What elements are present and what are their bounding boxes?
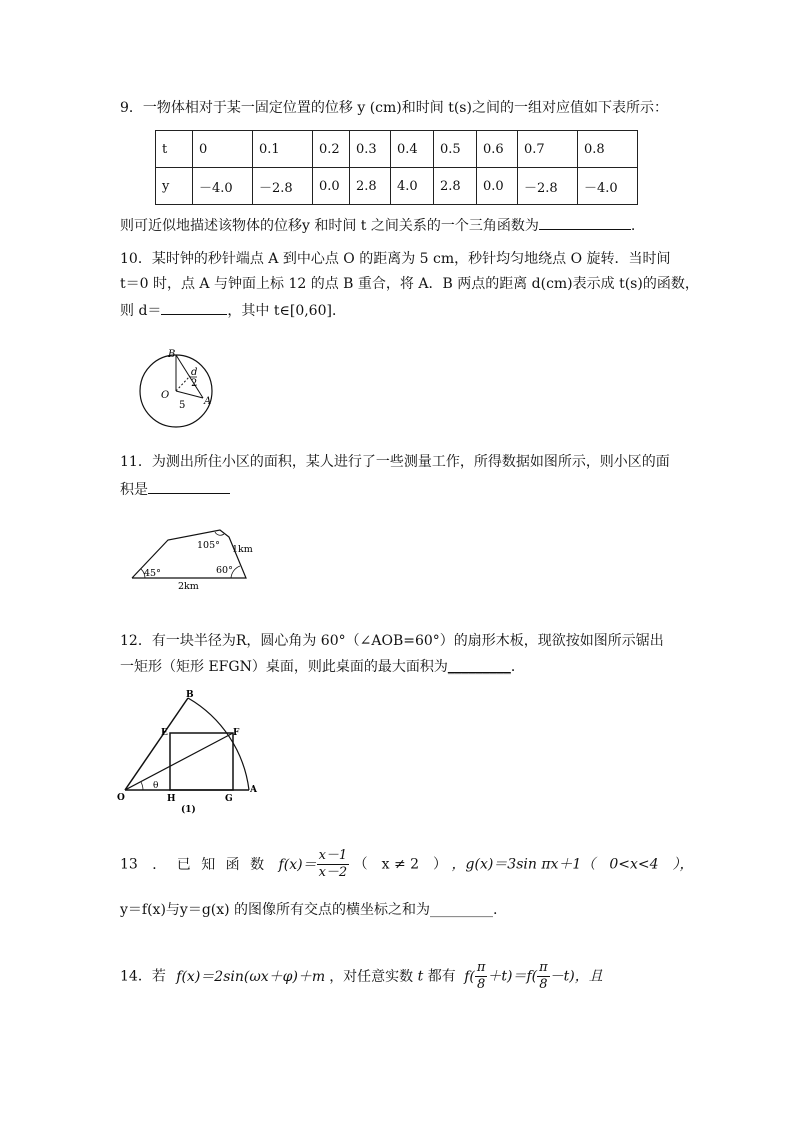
q14-line1 [120,960,603,993]
table-cell: t [156,131,193,168]
label-45: 45° [144,568,161,579]
q14-fraction-2 [537,960,550,993]
q14-e: f( [464,968,475,985]
label-a: A [204,396,212,407]
q13-line1 [120,848,694,881]
q13-f: f(x)＝ [278,856,317,873]
q9-text: 9．一物体相对于某一固定位置的位移 y (cm)和时间 t(s)之间的一组对应值如下表所示： [120,100,668,116]
q14-a: 14．若 [120,968,166,985]
label-a: A [250,785,257,795]
q11-line2 [120,478,230,500]
q14-c: ，对任意实数 [329,968,414,985]
bisector-line [176,376,190,391]
table-cell: 0.6 [477,131,518,168]
table-cell: －4.0 [193,168,253,205]
q9-after [120,214,635,236]
answer-blank: _________ [447,659,511,675]
q10-line3b: ，其中 t∈[0,60]． [227,303,346,319]
table-cell: 2.8 [350,168,391,205]
label-g: G [225,794,233,804]
q10-line3 [120,299,346,321]
table-cell: －2.8 [518,168,578,205]
table-cell: 0.0 [313,168,350,205]
clock-figure [130,345,230,435]
table-cell: 0.0 [477,168,518,205]
table-cell: 0.7 [518,131,578,168]
table-cell: －4.0 [578,168,638,205]
table-cell: 0.2 [313,131,350,168]
q14-d: 都有 [427,968,456,985]
q12-line2a: 一矩形（矩形 EFGN）桌面，则此桌面的最大面积为 [120,659,448,675]
quadrilateral-figure [125,520,255,592]
q14-fraction-1 [475,960,488,993]
label-five: 5 [179,400,186,411]
ob-radius [125,698,188,790]
q12-line2 [120,657,525,677]
answer-blank [539,214,631,230]
fraction-denominator: 8 [476,977,486,992]
q10-line3a: 则 d＝ [120,303,162,319]
table-cell: 0.8 [578,131,638,168]
sector-arc [188,698,249,790]
label-b: B [168,349,176,360]
q11-line2-text: 积是 [120,482,148,498]
q10-line2: t＝0 时，点 A 与钟面上标 12 的点 B 重合，将 A．B 两点的距离 d(cm)表示成 t(s)的函数， [120,276,699,292]
fraction-numerator: π [539,960,548,975]
q14-f2: ＋t)＝f( [487,968,538,985]
label-60: 60° [216,565,233,576]
table-cell: －2.8 [253,168,313,205]
q13-num: 13 [120,856,138,873]
label-2km: 2km [178,581,199,592]
table-cell: 0.3 [350,131,391,168]
q14-g: －t)，且 [549,968,603,985]
q9-after-text: 则可近似地描述该物体的位移y 和时间 t 之间关系的一个三角函数为 [120,218,539,234]
answer-blank [161,299,227,315]
q9-table [155,130,638,205]
q13-cond: （ x ≠ 2 ） [353,856,448,873]
label-1km: 1km [232,544,253,555]
table-cell: y [156,168,193,205]
of-line [125,733,233,790]
fraction-denominator: x－2 [318,865,348,880]
q13-word: 数 [250,856,265,873]
table-cell: 0.1 [253,131,313,168]
q13-word: 已 [176,856,191,873]
label-theta: θ [153,781,159,791]
table-cell: 0.5 [434,131,477,168]
q13-fraction [317,848,350,881]
label-two: 2 [191,378,198,389]
fraction-numerator: π [476,960,486,975]
q13-dot: ． [152,856,167,873]
theta-arc [141,782,143,790]
table-cell: 2.8 [434,168,477,205]
q13-word: 函 [225,856,240,873]
label-o: O [117,793,125,803]
q14-t: t [417,968,424,985]
fraction-denominator: 8 [539,977,548,992]
label-105: 105° [197,540,220,551]
label-e: E [161,728,168,738]
sector-figure [115,686,265,816]
label-b: B [186,690,194,700]
q10-line1: 10．某时钟的秒针端点 A 到中心点 O 的距离为 5 cm，秒针均匀地绕点 O 旋转．当时间 [120,251,671,267]
label-f: F [233,728,240,738]
q12-line1: 12．有一块半径为R，圆心角为 60°（∠AOB=60°）的扇形木板，现欲按如图所示锯出 [120,633,664,649]
q9-end: . [630,218,636,234]
fraction-numerator: x－1 [318,848,348,863]
q12-line2c: ． [510,659,525,675]
table-row [156,131,638,168]
caption-1: (1) [181,805,196,815]
table-cell: 0.4 [391,131,434,168]
table-cell: 4.0 [391,168,434,205]
q13-line2: y＝f(x)与y＝g(x) 的图像所有交点的横坐标之和为_________. [120,902,498,918]
label-h: H [167,794,176,804]
table-row [156,168,638,205]
table-cell: 0 [193,131,253,168]
label-d: d [191,367,198,378]
q11-line1: 11．为测出所住小区的面积，某人进行了一些测量工作，所得数据如图所示，则小区的面 [120,454,670,470]
q13-g: ，g(x)＝3sin πx＋1（ 0<x<4 ）， [451,856,694,873]
q14-b: f(x)＝2sin(ωx＋φ)＋m [176,968,326,985]
q13-word: 知 [201,856,216,873]
answer-blank [148,478,230,494]
label-o: O [161,390,170,401]
